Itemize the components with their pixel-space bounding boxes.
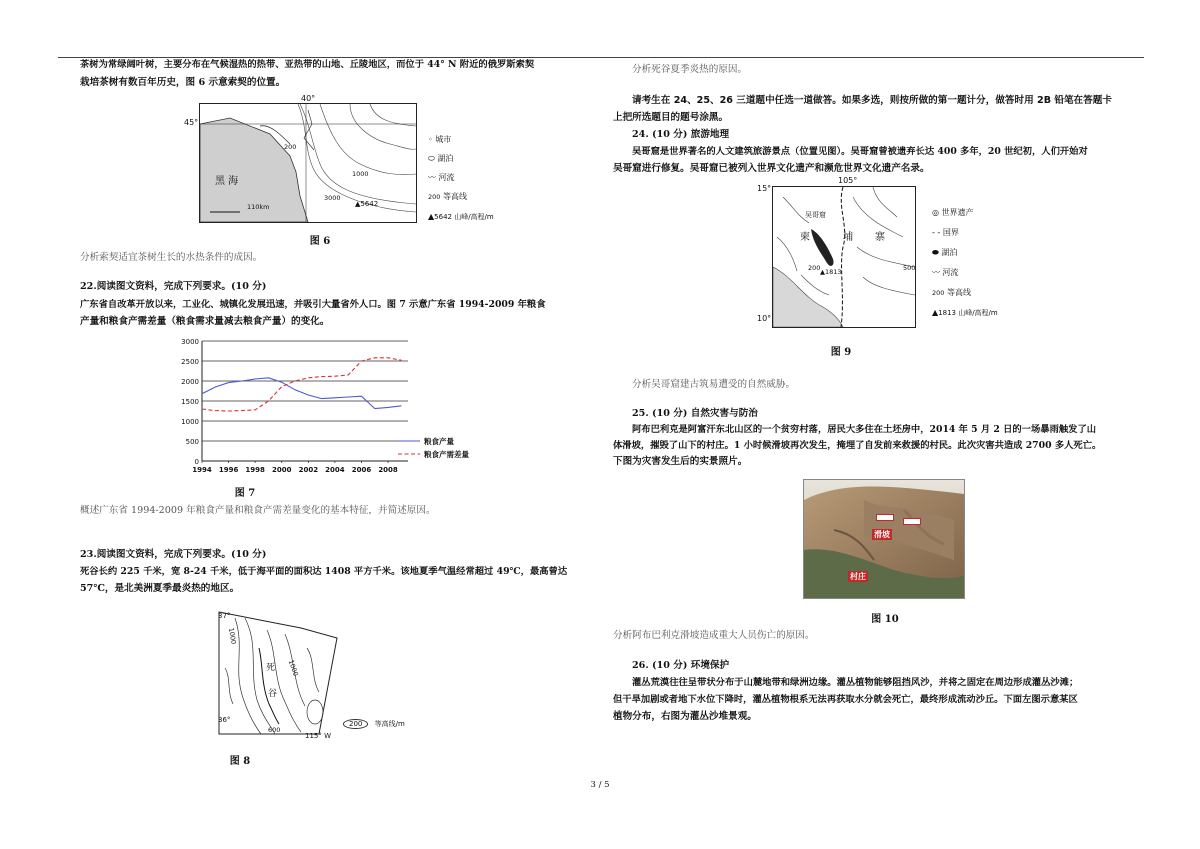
choose-line2: 上把所选题目的题号涂黑。 <box>613 112 729 123</box>
q26-line2: 但干旱加剧或者地下水位下降时，灌丛植物根系无法再获取水分就会死亡，最终形成流动沙丘。下面左图示意某区 <box>613 694 1078 705</box>
fig8-legend-label: 等高线/m <box>374 720 405 728</box>
q23-line2: 57℃，是北美洲夏季最炎热的地区。 <box>80 583 240 594</box>
q22-line2: 产量和粮食产需差量（粮食需求量减去粮食产量）的变化。 <box>80 316 330 327</box>
left-column <box>80 56 600 92</box>
q25-line1: 阿布巴利克是阿富汗东北山区的一个贫穷村落，居民大多住在土坯房中，2014 年 5 月 2 日的一场暴雨触发了山 <box>632 424 1097 435</box>
peak-legend-icon: ▲ <box>428 212 435 221</box>
q-tea-task: 分析索契适宜茶树生长的水热条件的成因。 <box>80 252 263 263</box>
legend-label-1: 粮食产量 <box>424 437 454 446</box>
q24-task: 分析吴哥窟建古筑易遭受的自然威胁。 <box>632 379 796 390</box>
legend-peak: ▲5642 山峰/高程/m <box>428 212 494 221</box>
q26-line1: 灌丛荒漠往往呈带状分布于山麓地带和绿洲边缘。灌丛植物能够阻挡风沙，并将之固定在周边形成灌丛沙滩； <box>632 677 1079 688</box>
y-tick-label: 3000 <box>181 338 199 346</box>
fig6-peak-value: 5642 <box>360 200 379 208</box>
legend-contour: 200 等高线 <box>428 192 467 201</box>
fig9-site: 吴哥窟 <box>805 211 826 219</box>
fig10-caption: 图 10 <box>871 614 899 625</box>
figure-6-map <box>199 103 417 223</box>
fig9-lat-bottom: 10° <box>757 314 772 323</box>
figure-9-map <box>772 186 916 328</box>
q25-line3: 下图为灾害发生后的实景照片。 <box>613 456 748 467</box>
fig6-peak <box>355 200 378 208</box>
fig9-country-2: 埔 <box>843 232 853 243</box>
y-tick-label: 2000 <box>181 378 199 386</box>
fig6-lon-label: 40° <box>301 94 316 103</box>
river-icon: 〰 <box>428 173 439 182</box>
q22-title: 22.阅读图文资料，完成下列要求。(10 分) <box>80 281 267 292</box>
choose-line1: 请考生在 24、25、26 三道题中任选一道做答。如果多选，则按所做的第一题计分，做答时用 2B 铅笔在答题卡 <box>632 95 1112 106</box>
legend-river: 〰 河流 <box>428 173 455 182</box>
fig10-label-village: 村庄 <box>850 571 866 581</box>
page-number: 3 / 5 <box>590 780 610 790</box>
q25-task: 分析阿布巴利克滑坡造成重大人员伤亡的原因。 <box>613 630 815 641</box>
fig9-country-1: 柬 <box>800 232 810 243</box>
fig6-contour-3000: 3000 <box>324 194 341 202</box>
q22-line1: 广东省自改革开放以来，工业化、城镇化发展迅速，并吸引大量省外人口。图 7 示意广东省 1994-2009 年粮食 <box>80 299 546 310</box>
fig7-caption: 图 7 <box>234 488 256 499</box>
q25-line2: 体滑坡，摧毁了山下的村庄。1 小时候滑坡再次发生，掩埋了自发前来救援的村民。此次灾害共造成 2700 多人死亡。 <box>613 440 1102 451</box>
y-tick-label: 1000 <box>181 418 199 426</box>
x-tick-label: 2008 <box>378 466 398 474</box>
fig9-lat-top: 15° <box>757 184 772 193</box>
fig9-contour-500: 500 <box>903 264 916 272</box>
fig9-country-3: 寨 <box>875 232 885 243</box>
legend-lake: ⬭ 湖泊 <box>428 154 454 163</box>
x-tick-label: 1996 <box>218 466 239 474</box>
river-icon: 〰 <box>932 268 943 277</box>
fig9-lon: 105° <box>838 176 858 185</box>
fig6-lat-label: 45° <box>184 118 199 127</box>
fig9-caption: 图 9 <box>830 347 852 358</box>
q23-line1: 死谷长约 225 千米，宽 8-24 千米，低于海平面的面积达 1408 平方千米。该地夏季气温经常超过 49℃，最高曾达 <box>80 566 568 577</box>
legend-contour: 200 等高线 <box>932 288 971 297</box>
figure-7-chart <box>170 333 490 478</box>
fig6-sea-label: 黑 海 <box>215 176 239 187</box>
legend-lake: ⬬ 湖泊 <box>932 248 958 257</box>
x-tick-label: 1994 <box>192 466 212 474</box>
lake-icon: ⬬ <box>932 248 942 257</box>
x-tick-label: 1998 <box>245 466 265 474</box>
fig8-contour-1000: 1000 <box>286 658 300 678</box>
q25-title: 25. (10 分) 自然灾害与防治 <box>632 408 758 419</box>
fig10-marker-1 <box>876 514 894 521</box>
q-tea-line1: 茶树为常绿阔叶树，主要分布在气候湿热的热带、亚热带的山地、丘陵地区，而位于 44° N 附近的俄罗斯索契 <box>80 59 535 70</box>
legend-peak: ▲1813 山峰/高程/m <box>932 308 998 317</box>
y-tick-label: 1500 <box>181 398 199 406</box>
q26-title: 26. (10 分) 环境保护 <box>632 660 730 671</box>
legend-border: - - 国界 <box>932 228 959 237</box>
fig6-caption: 图 6 <box>309 236 331 247</box>
legend-label-2: 粮食产需差量 <box>424 450 469 459</box>
y-tick-label: 2500 <box>181 358 199 366</box>
fig8-valley-label-1: 死 <box>266 663 276 673</box>
peak-icon: ▲ <box>355 200 361 208</box>
fig8-legend <box>343 719 405 729</box>
series-line-2 <box>202 358 401 411</box>
city-icon: ◦ <box>428 135 436 144</box>
fig8-contour-600: 600 <box>268 726 281 734</box>
fig8-contour-1000b: 1000 <box>226 627 238 645</box>
q24-line2: 吴哥窟进行修复。吴哥窟已被列入世界文化遗产和濒危世界文化遗产名录。 <box>613 163 930 174</box>
contour-legend-icon: 200 <box>343 719 368 729</box>
fig10-label-slide: 滑坡 <box>874 529 890 539</box>
q24-line1: 吴哥窟是世界著名的人文建筑旅游景点（位置见图）。吴哥窟曾被遗弃长达 400 多年，20 世纪初，人们开始对 <box>632 146 1088 157</box>
fig8-lat-bottom: 36° <box>218 716 231 724</box>
x-tick-label: 2000 <box>271 466 292 474</box>
q-tea-line2: 栽培茶树有数百年历史，图 6 示意索契的位置。 <box>80 77 286 88</box>
fig8-valley-label-2: 谷 <box>268 689 278 699</box>
legend-river: 〰 河流 <box>932 268 959 277</box>
border-icon: - - <box>932 228 943 237</box>
fig10-marker-2 <box>903 518 921 525</box>
fig8-caption: 图 8 <box>229 756 251 767</box>
fig9-peak: ▲1813 <box>820 268 842 276</box>
lake-icon: ⬭ <box>428 154 438 163</box>
q23-task: 分析死谷夏季炎热的原因。 <box>632 64 748 75</box>
fig9-legend <box>932 203 998 323</box>
fig6-contour-200: 200 <box>284 143 297 151</box>
fig6-contour-1000: 1000 <box>352 170 369 178</box>
peak-legend-icon: ▲ <box>932 308 939 317</box>
x-tick-label: 2006 <box>351 466 372 474</box>
fig8-lon: 115° W <box>305 732 332 740</box>
x-tick-label: 2002 <box>298 466 319 474</box>
fig9-peak-icon: ▲ <box>820 268 825 276</box>
legend-city: ◦ 城市 <box>428 135 452 144</box>
y-tick-label: 0 <box>194 458 199 466</box>
q24-title: 24. (10 分) 旅游地理 <box>632 129 730 140</box>
legend-heritage: ◎ 世界遗产 <box>932 208 974 217</box>
heritage-icon: ◎ <box>932 208 942 217</box>
x-tick-label: 2004 <box>325 466 345 474</box>
fig9-contour-200: 200 <box>808 264 821 272</box>
q26-line3: 植物分布，右图为灌丛沙堆景观。 <box>613 711 757 722</box>
series-line-1 <box>202 378 401 409</box>
y-tick-label: 500 <box>185 438 199 446</box>
fig6-scale-label: 110km <box>247 203 270 211</box>
fig8-lat-top: 37° <box>218 612 231 620</box>
q23-title: 23.阅读图文资料，完成下列要求。(10 分) <box>80 549 267 560</box>
fig6-legend <box>428 130 494 227</box>
q22-task: 概述广东省 1994-2009 年粮食产量和粮食产需差量变化的基本特征，并简述原因。 <box>80 505 436 516</box>
